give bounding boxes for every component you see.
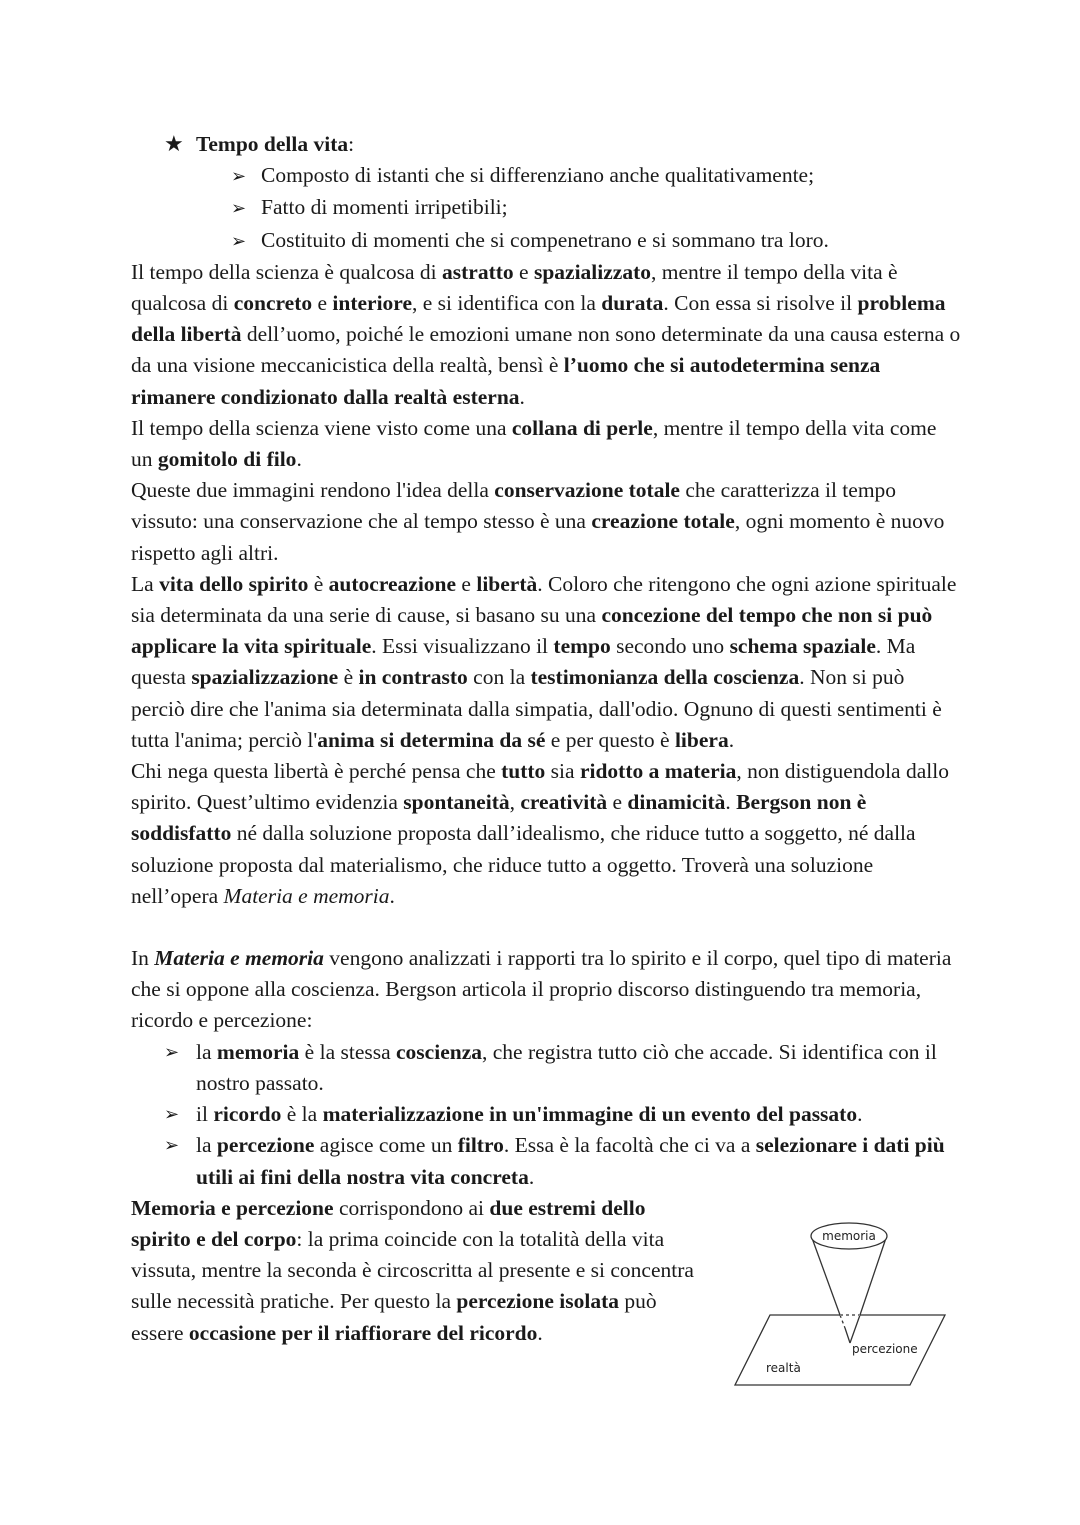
- list-item-text: il ricordo è la materializzazione in un'immagine di un evento del passato.: [196, 1102, 863, 1127]
- emphasis-text: due estremi dello spirito e del corpo: [131, 1195, 646, 1251]
- cone-tip: [845, 1328, 850, 1343]
- paragraph-gap: [131, 912, 961, 943]
- emphasis-text: ricordo: [213, 1102, 282, 1127]
- emphasis-text: creatività: [520, 790, 608, 815]
- emphasis-text: Materia e memoria: [154, 946, 324, 971]
- cone-left-edge: [812, 1238, 840, 1315]
- life-item: [131, 160, 961, 192]
- list-item-text: la percezione agisce come un filtro. Essa è la facoltà che ci va a selezionare i dati più utili ai fini della nostra vita concreta.: [196, 1133, 945, 1189]
- emphasis-text: libertà: [476, 571, 538, 596]
- list-item-memoria: [131, 1037, 961, 1099]
- document-body: [131, 129, 961, 1349]
- emphasis-text: libera: [674, 727, 729, 752]
- emphasis-text: creazione totale: [591, 509, 735, 534]
- emphasis-text: astratto: [442, 259, 514, 284]
- emphasis-text: filtro: [457, 1133, 504, 1158]
- emphasis-text: percezione isolata: [456, 1289, 619, 1314]
- emphasis-text: Materia e memoria: [223, 883, 390, 908]
- cone-right-edge: [860, 1238, 886, 1315]
- emphasis-text: vita dello spirito: [159, 571, 309, 596]
- emphasis-text: in contrasto: [358, 665, 468, 690]
- emphasis-text: collana di perle: [511, 415, 653, 440]
- star-icon: ★: [164, 132, 184, 157]
- life-item: [131, 225, 961, 257]
- emphasis-text: l’uomo che si autodetermina senza rimanere condizionato dalla realtà esterna: [131, 353, 881, 409]
- paragraph-bergson-critique: Chi nega questa libertà è perché pensa che tutto sia ridotto a materia, non distiguendola dallo spirito. Quest’ultimo evidenzia spontaneità, creatività e dinamicità. Bergson non è soddisfatto né dalla soluzione proposta dall’idealismo, che riduce tutto a soggetto, né dalla soluzione proposta dal materialismo, che riduce tutto a oggetto. Troverà una soluzione nell’opera Materia e memoria.: [131, 759, 949, 908]
- emphasis-text: tempo: [553, 634, 611, 659]
- emphasis-text: durata: [601, 291, 664, 316]
- emphasis-text: anima si determina da sé: [317, 727, 546, 752]
- emphasis-text: ridotto a materia: [579, 759, 737, 784]
- arrow-bullet-icon: ➢: [231, 230, 247, 252]
- emphasis-text: dinamicità: [627, 790, 726, 815]
- heading-colon: :: [348, 132, 355, 156]
- emphasis-text: Bergson non è soddisfatto: [131, 790, 867, 846]
- life-item-text: Composto di istanti che si differenziano anche qualitativamente;: [261, 163, 815, 188]
- emphasis-text: problema della libertà: [131, 291, 946, 347]
- concept-list: [131, 1037, 961, 1193]
- emphasis-text: Memoria e percezione: [131, 1195, 334, 1220]
- percezione-label: percezione: [852, 1342, 918, 1356]
- memory-cone-diagram: [730, 1215, 950, 1390]
- emphasis-text: spontaneità: [403, 790, 510, 815]
- arrow-bullet-icon: ➢: [164, 1041, 180, 1063]
- memoria-label: memoria: [822, 1229, 876, 1243]
- list-item-text: la memoria è la stessa coscienza, che registra tutto ciò che accade. Si identifica con il nostro passato.: [196, 1039, 937, 1095]
- list-item-percezione: [131, 1130, 961, 1192]
- emphasis-text: coscienza: [396, 1039, 482, 1064]
- emphasis-text: tutto: [501, 759, 546, 784]
- emphasis-text: occasione per il riaffiorare del ricordo: [188, 1320, 538, 1345]
- section-heading: [131, 129, 961, 160]
- arrow-bullet-icon: ➢: [164, 1104, 180, 1126]
- emphasis-text: schema spaziale: [729, 634, 876, 659]
- emphasis-text: interiore: [332, 291, 413, 316]
- cone-hidden-left: [840, 1315, 845, 1328]
- emphasis-text: spazializzato: [533, 259, 652, 284]
- paragraph-necklace-yarn: Il tempo della scienza viene visto come una collana di perle, mentre il tempo della vita come un gomitolo di filo.: [131, 415, 937, 472]
- paragraph-spirit-freedom: La vita dello spirito è autocreazione e libertà. Coloro che ritengono che ogni azione spirituale sia determinata da una serie di cause, si basano su una concezione del tempo che non si può applicare la vita spirituale. Essi visualizzano il tempo secondo uno schema spaziale. Ma questa spazializzazione è in contrasto con la testimonianza della coscienza. Non si può perciò dire che l'anima sia determinata dalla simpatia, dall'odio. Ognuno di questi sentimenti è tutta l'anima; perciò l'anima si determina da sé e per questo è libera.: [131, 571, 957, 752]
- cone-diagram-svg: [730, 1215, 950, 1390]
- life-item-text: Costituito di momenti che si compenetrano e si sommano tra loro.: [261, 227, 829, 252]
- cone-right-lower: [850, 1315, 860, 1343]
- life-item-text: Fatto di momenti irripetibili;: [261, 195, 508, 220]
- paragraph-extremes: Memoria e percezione corrispondono ai due estremi dello spirito e del corpo: la prima coincide con la totalità della vita vissuta, mentre la seconda è circoscritta al presente e si concentra sulle necessità pratiche. Per questo la percezione isolata può essere occasione per il riaffiorare del ricordo.: [131, 1195, 694, 1345]
- realta-label: realtà: [766, 1361, 801, 1375]
- emphasis-text: materializzazione in un'immagine di un evento del passato: [322, 1102, 858, 1127]
- emphasis-text: percezione: [216, 1133, 315, 1158]
- paragraph-materia-memoria: In Materia e memoria vengono analizzati i rapporti tra lo spirito e il corpo, quel tipo di materia che si oppone alla coscienza. Bergson articola il proprio discorso distinguendo tra memoria, ricordo e percezione:: [131, 946, 952, 1033]
- emphasis-text: spazializzazione: [191, 665, 339, 690]
- emphasis-text: autocreazione: [328, 571, 457, 596]
- arrow-bullet-icon: ➢: [231, 198, 247, 220]
- emphasis-text: gomitolo di filo: [157, 447, 297, 472]
- paragraph-science-vs-life: Il tempo della scienza è qualcosa di astratto e spazializzato, mentre il tempo della vita è qualcosa di concreto e interiore, e si identifica con la durata. Con essa si risolve il problema della libertà dell’uomo, poiché le emozioni umane non sono determinate da una causa esterna o da una visione meccanicistica della realtà, bensì è l’uomo che si autodetermina senza rimanere condizionato dalla realtà esterna.: [131, 259, 961, 409]
- life-item: [131, 192, 961, 224]
- arrow-bullet-icon: ➢: [231, 166, 247, 188]
- list-item-ricordo: [131, 1099, 961, 1130]
- arrow-bullet-icon: ➢: [164, 1135, 180, 1157]
- emphasis-text: concreto: [233, 291, 313, 316]
- heading-title: Tempo della vita: [196, 132, 349, 156]
- emphasis-text: conservazione totale: [494, 478, 680, 503]
- paragraph-total-conservation: Queste due immagini rendono l'idea della conservazione totale che caratterizza il tempo vissuto: una conservazione che al tempo stesso è una creazione totale, ogni momento è nuovo rispetto agli altri.: [131, 478, 945, 565]
- emphasis-text: testimonianza della coscienza: [530, 665, 800, 690]
- emphasis-text: concezione del tempo che non si può applicare la vita spirituale: [131, 603, 933, 659]
- emphasis-text: memoria: [216, 1039, 300, 1064]
- emphasis-text: selezionare i dati più utili ai fini della nostra vita concreta: [196, 1133, 945, 1189]
